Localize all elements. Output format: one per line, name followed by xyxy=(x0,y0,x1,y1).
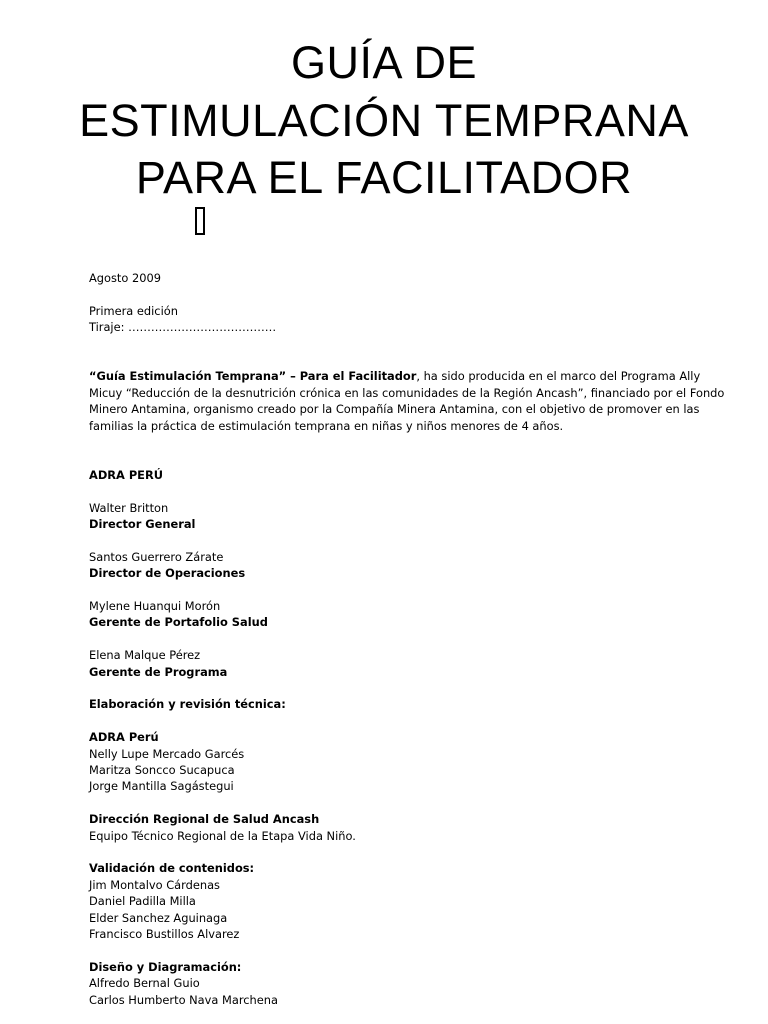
missing-glyph-icon xyxy=(195,207,205,235)
team-member: Maritza Soncco Sucapuca xyxy=(89,763,235,778)
publication-date: Agosto 2009 xyxy=(89,271,161,285)
adra-peru-heading: ADRA Perú xyxy=(89,730,159,745)
title-line-1: GUÍA DE xyxy=(290,37,478,88)
staff-role: Gerente de Portafolio Salud xyxy=(89,615,268,630)
staff-name: Santos Guerrero Zárate xyxy=(89,549,224,564)
team-member: Nelly Lupe Mercado Garcés xyxy=(89,746,245,761)
validation-heading: Validación de contenidos: xyxy=(89,861,255,876)
staff-name: Walter Britton xyxy=(89,500,169,515)
team-member: Elder Sanchez Aguinaga xyxy=(89,910,228,925)
intro-bold-title: “Guía Estimulación Temprana” – Para el Facilitador xyxy=(89,369,417,384)
credits-page xyxy=(89,270,729,1008)
edition-label: Primera edición xyxy=(89,303,178,318)
intro-text: , ha sido producida en el marco del Programa Ally Micuy “Reducción de la desnutrición crónica en las comunidades de la Región Ancash”, financiado por el Fondo Minero Antamina, organismo creado por la Compañía Minera Antamina, con el objetivo de promover en las familias la práctica de estimulación temprana en niñas y niños menores de 4 años. xyxy=(89,369,725,433)
diresa-text: Equipo Técnico Regional de la Etapa Vida Niño. xyxy=(89,828,356,843)
org-heading: ADRA PERÚ xyxy=(89,467,163,482)
team-member: Daniel Padilla Milla xyxy=(89,894,196,909)
team-member: Jim Montalvo Cárdenas xyxy=(89,877,220,892)
print-run-label: Tiraje: ………………………………… xyxy=(89,320,277,335)
team-member: Carlos Humberto Nava Marchena xyxy=(89,992,278,1007)
title-line-2: ESTIMULACIÓN TEMPRANA xyxy=(79,94,689,146)
diresa-heading: Dirección Regional de Salud Ancash xyxy=(89,812,320,827)
team-member: Jorge Mantilla Sagástegui xyxy=(89,779,234,794)
title-line-3: PARA EL FACILITADOR xyxy=(135,152,633,203)
document-title xyxy=(0,34,768,207)
staff-role: Director de Operaciones xyxy=(89,566,246,581)
team-member: Alfredo Bernal Guio xyxy=(89,976,200,991)
design-heading: Diseño y Diagramación: xyxy=(89,959,242,974)
team-member: Francisco Bustillos Alvarez xyxy=(89,927,240,942)
staff-role: Director General xyxy=(89,517,196,532)
elaboration-heading: Elaboración y revisión técnica: xyxy=(89,697,286,712)
staff-name: Mylene Huanqui Morón xyxy=(89,599,221,614)
staff-role: Gerente de Programa xyxy=(89,664,228,679)
staff-name: Elena Malque Pérez xyxy=(89,648,201,663)
intro-paragraph xyxy=(89,368,729,434)
